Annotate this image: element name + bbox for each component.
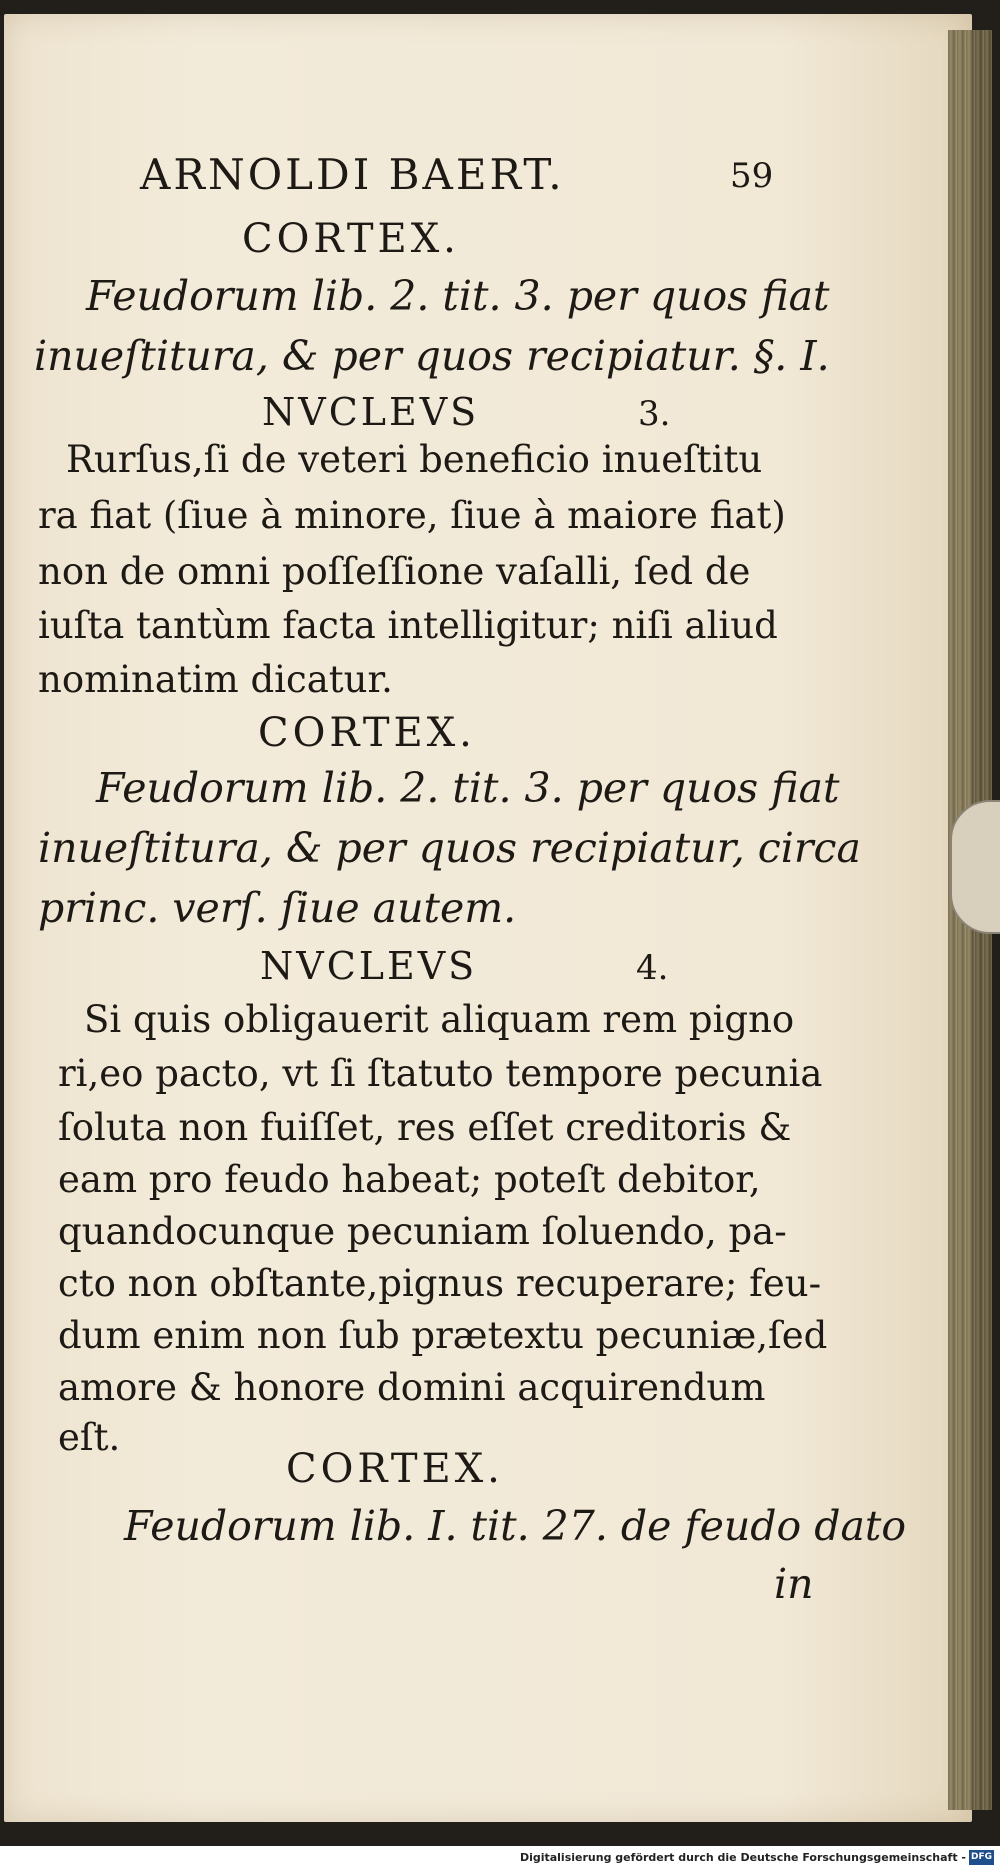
nucleus-heading: NVCLEVS [262,390,480,434]
text-line: cto non obſtante,pignus recuperare; feu- [58,1262,822,1305]
dfg-logo: DFG [969,1850,994,1865]
text-line: ra fiat (ſiue à minore, ſiue à maiore fiat) [38,494,786,537]
citation-line: inueſtitura, & per quos recipiatur. §. I. [34,332,830,380]
catchword: in [774,1560,814,1608]
cortex-heading: CORTEX. [258,710,476,756]
citation-line: inueſtitura, & per quos recipiatur, circa [38,824,861,872]
text-line: Rurſus,ſi de veteri beneficio inueſtitu [66,438,763,481]
page-number: 59 [730,156,774,196]
cortex-heading: CORTEX. [242,216,460,262]
text-line: nominatim dicatur. [38,658,393,701]
text-line: eam pro feudo habeat; poteſt debitor, [58,1158,761,1201]
citation-line: Feudorum lib. 2. tit. 3. per quos fiat [96,764,840,812]
digitization-credit: Digitalisierung gefördert durch die Deutsche Forschungsgemeinschaft - [519,1851,966,1864]
citation-line: Feudorum lib. I. tit. 27. de feudo dato [124,1502,907,1550]
text-line: non de omni poſſeſſione vaſalli, ſed de [38,550,751,593]
text-line: iuſta tantùm facta intelligitur; niſi aliud [38,604,778,647]
nucleus-number: 4. [636,948,669,988]
text-line: amore & honore domini acquirendum [58,1366,766,1409]
text-line: quandocunque pecuniam ſoluendo, pa- [58,1210,787,1253]
text-line: dum enim non ſub prætextu pecuniæ,ſed [58,1314,828,1357]
text-line: ſoluta non fuiſſet, res eſſet creditoris & [58,1106,792,1149]
cortex-heading: CORTEX. [286,1446,504,1492]
citation-line: princ. verſ. ſiue autem. [38,884,517,932]
running-title: ARNOLDI BAERT. [140,150,565,199]
text-line: ri,eo pacto, vt ſi ſtatuto tempore pecunia [58,1052,823,1095]
page-clip [950,800,1000,934]
text-line: Si quis obligauerit aliquam rem pigno [84,998,795,1041]
text-line: eſt. [58,1416,121,1459]
nucleus-number: 3. [638,394,671,434]
citation-line: Feudorum lib. 2. tit. 3. per quos fiat [86,272,830,320]
nucleus-heading: NVCLEVS [260,944,478,988]
